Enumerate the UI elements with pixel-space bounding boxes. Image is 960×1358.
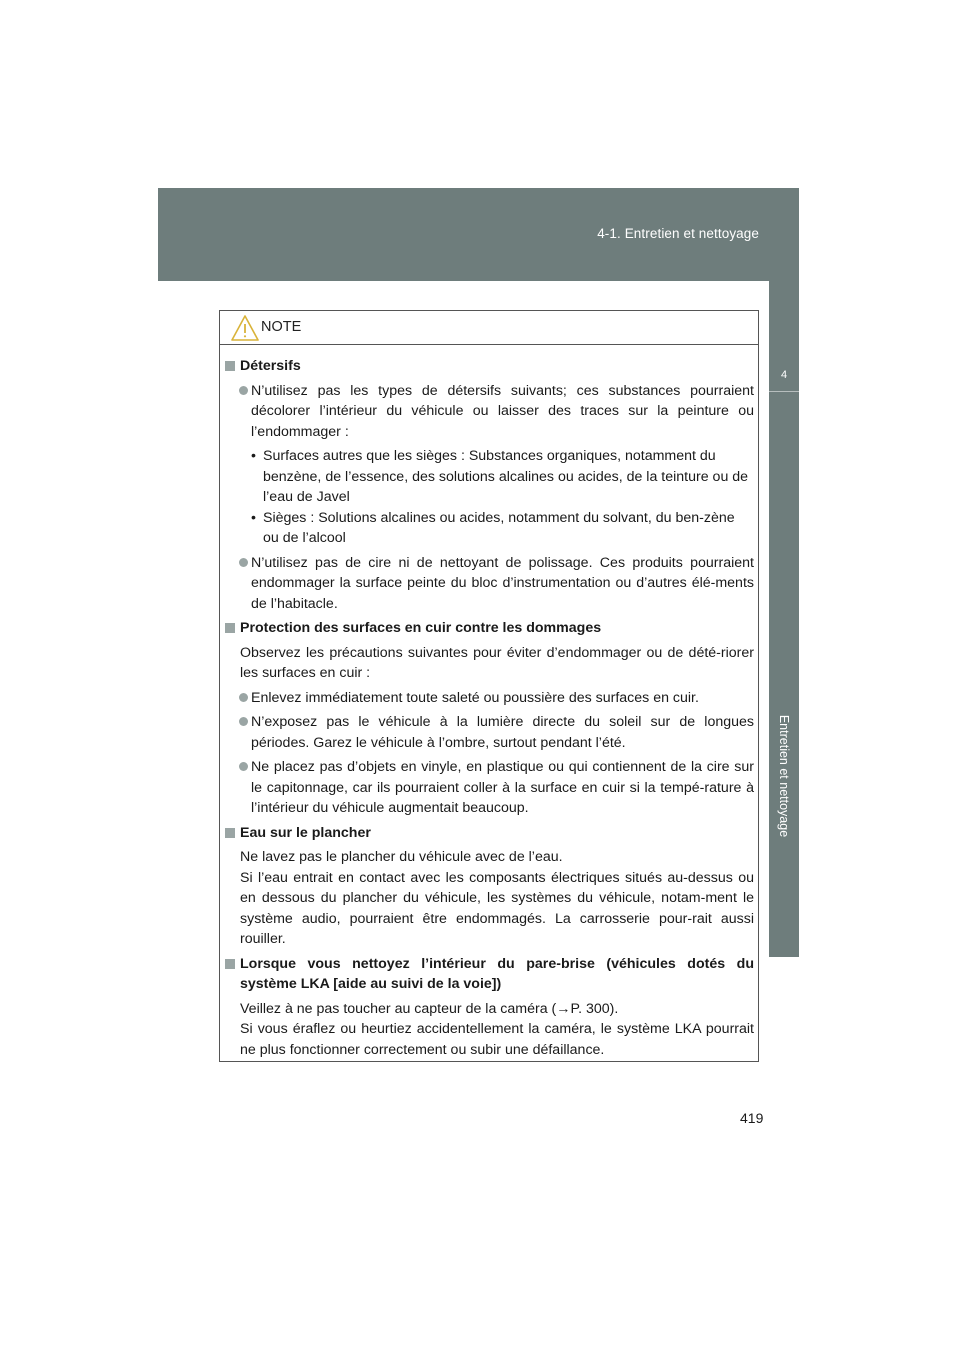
sub-list-item: • Sièges : Solutions alcalines ou acides, notamment du solvant, du ben-zène ou de l’alcool: [251, 509, 735, 546]
paragraph: Si l’eau entrait en contact avec les composants électriques situés au-dessus ou en dessous du plancher du véhicule, les systèmes du véhicule, notam-ment le système audio, pourraient être endommagés. La carrosserie pour-rait aussi rouiller.: [240, 869, 754, 947]
warning-triangle-icon: [230, 314, 260, 342]
note-title: NOTE: [261, 319, 302, 335]
side-tab-divider: [769, 391, 799, 392]
list-item: N’exposez pas le véhicule à la lumière directe du soleil sur de longues périodes. Garez le véhicule à l’ombre, surtout pendant l’été.: [225, 712, 754, 753]
square-bullet-icon: [225, 828, 235, 838]
section-heading-cuir: Protection des surfaces en cuir contre les dommages: [225, 618, 754, 639]
section-intro: Observez les précautions suivantes pour éviter d’endommager ou de dété-riorer les surfaces en cuir :: [240, 644, 754, 681]
list-item: N’utilisez pas les types de détersifs suivants; ces substances pourraient décolorer l’intérieur du véhicule ou laisser des traces sur la peinture ou l’endommager :: [225, 381, 754, 443]
paragraph: Ne lavez pas le plancher du véhicule avec de l’eau.: [240, 849, 563, 865]
note-box: [219, 310, 759, 1062]
section-heading-eau: Eau sur le plancher: [225, 823, 754, 844]
square-bullet-icon: [225, 959, 235, 969]
square-bullet-icon: [225, 361, 235, 371]
paragraph: Si vous éraflez ou heurtiez accidentellement la caméra, le système LKA pourrait ne plus fonctionner correctement ou subir une défaillance.: [240, 1021, 754, 1058]
round-bullet-icon: [239, 717, 248, 726]
round-bullet-icon: [239, 762, 248, 771]
paragraph: Veillez à ne pas toucher au capteur de la caméra (→P. 300).: [240, 1000, 619, 1017]
round-bullet-icon: [239, 386, 248, 395]
page-number: 419: [740, 1110, 764, 1126]
note-body: [220, 345, 758, 1060]
chapter-side-tab: [769, 281, 799, 957]
section-title: 4-1. Entretien et nettoyage: [597, 226, 759, 241]
list-item: Ne placez pas d’objets en vinyle, en plastique ou qui contiennent de la cire sur le capitonnage, car ils pourraient coller à la surface en cuir si la tempé-rature à l’intérieur du véhicule augmentait beaucoup.: [225, 757, 754, 819]
note-header: [220, 311, 758, 345]
square-bullet-icon: [225, 623, 235, 633]
section-heading-pare-brise: Lorsque vous nettoyez l’intérieur du pare-brise (véhicules dotés du système LKA [aide au suivi de la voie]): [225, 954, 754, 995]
sub-list-item: • Surfaces autres que les sièges : Substances organiques, notamment du benzène, de l’essence, des solutions alcalines ou acides, de la teinture ou de l’eau de Javel: [251, 448, 749, 505]
round-bullet-icon: [239, 693, 248, 702]
round-bullet-icon: [239, 558, 248, 567]
chapter-number: 4: [780, 369, 788, 381]
section-heading-detersifs: Détersifs: [225, 356, 754, 377]
list-item: N’utilisez pas de cire ni de nettoyant de polissage. Ces produits pourraient endommager la surface peinte du bloc d’instrumentation ou d’autres élé-ments de l’habitacle.: [225, 553, 754, 615]
list-item: Enlevez immédiatement toute saleté ou poussière des surfaces en cuir.: [225, 688, 754, 709]
chapter-title: Entretien et nettoyage: [777, 714, 791, 838]
chapter-header-bar: [158, 188, 799, 281]
